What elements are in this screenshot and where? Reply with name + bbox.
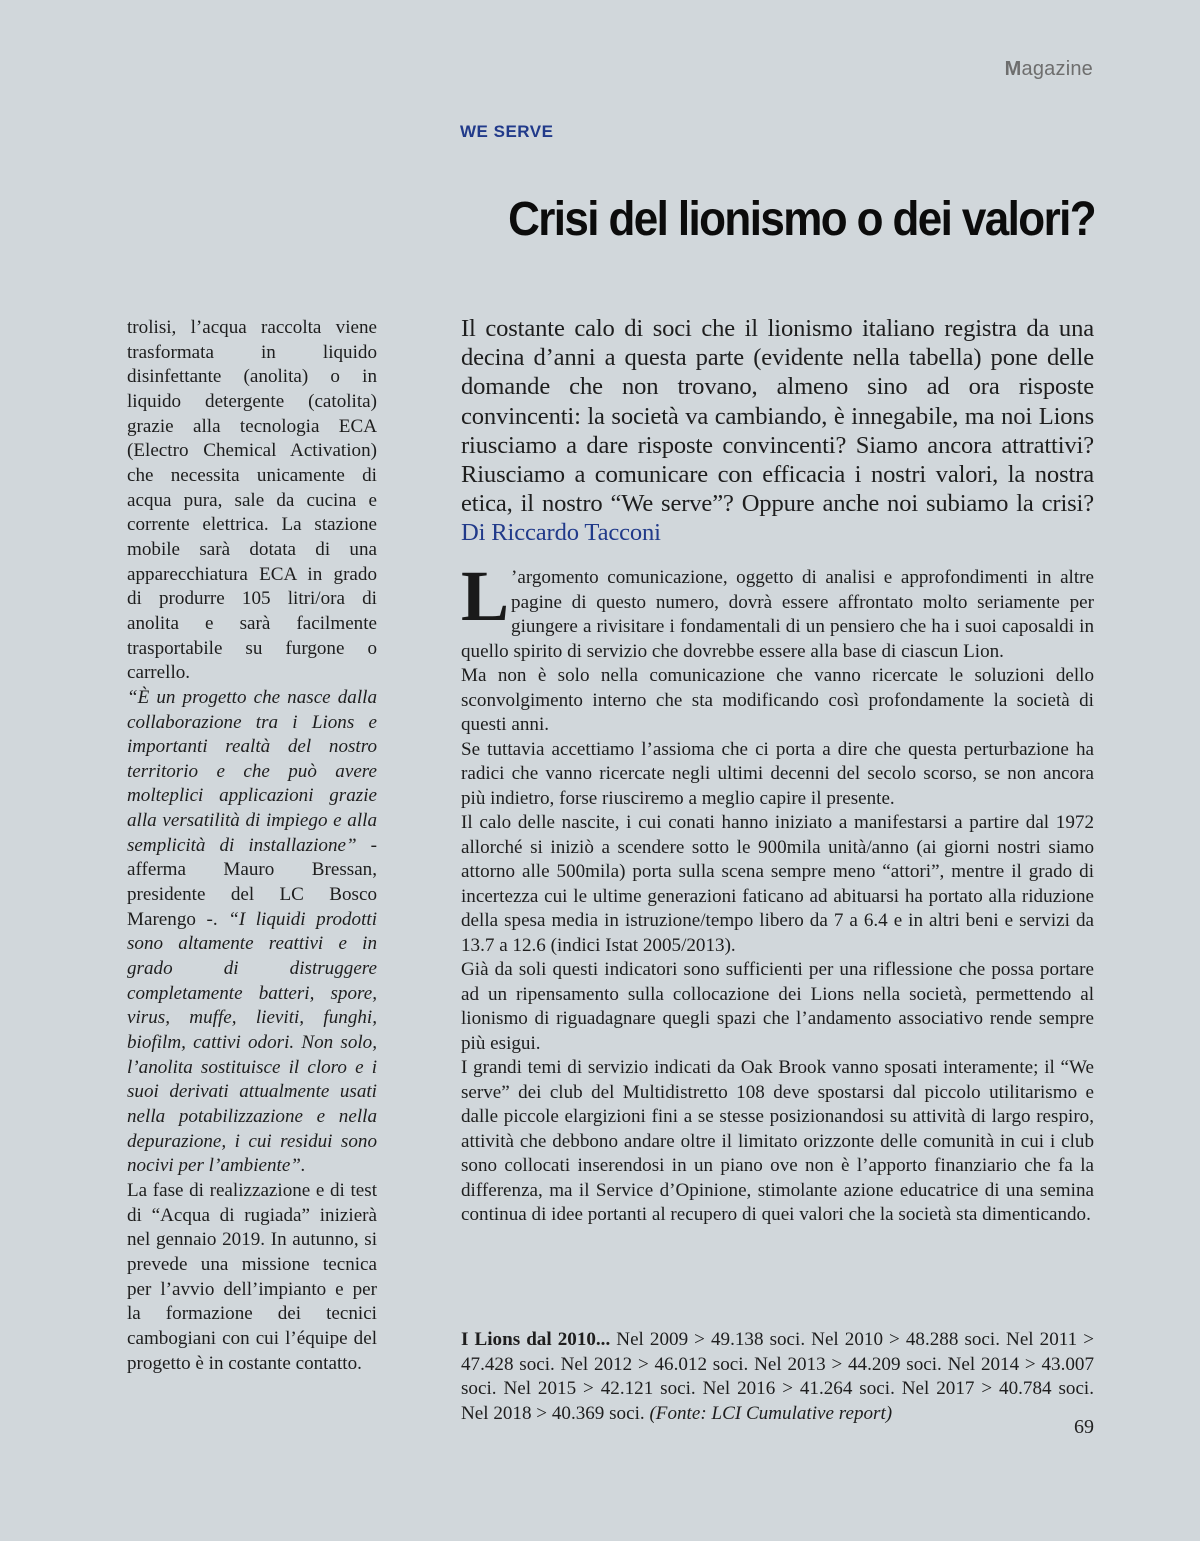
lead-author: Di Riccardo Tacconi: [461, 519, 661, 547]
body-paragraph: Il calo delle nascite, i cui conati hanno iniziato a manifestarsi a partire dal 1972 allorché si iniziò a scendere sotto le 900mila unità/anno (ai giorni nostri siamo attorno alle 500mila) porta sulla scena sempre meno “attori”, mentre il grado di incertezza cui le ultime generazioni faticano ad abituarsi ha portato alla riduzione della spesa media in istruzione/tempo libero da 7 a 6.4 e in altri beni e servizi da 13.7 a 12.6 (indici Istat 2005/2013).: [461, 812, 1094, 956]
lead-text: Il costante calo di soci che il lionismo italiano registra da una decina d’anni a questa parte (evidente nella tabella) pone delle domande che non trovano, almeno sino ad ora risposte convincenti: la società va cambiando, è innegabile, ma noi Lions riusciamo a dare risposte convincenti? Siamo ancora attrattivi? Riusciamo a comunicare con efficacia i nostri valori, la nostra etica, il nostro “We serve”? Oppure anche noi subiamo la crisi?: [461, 315, 1094, 518]
body-paragraph: [461, 556, 1094, 664]
left-column: [127, 316, 377, 1376]
left-paragraph: La fase di realizzazione e di test di “Acqua di rugiada” inizierà nel gennaio 2019. In autunno, si prevede una missione tecnica per l’avvio dell’impianto e per la formazione dei tecnici cambogiani con cui l’équipe del progetto è in costante contatto.: [127, 1179, 377, 1374]
magazine-label-rest: agazine: [1021, 58, 1093, 80]
magazine-label-cap: M: [1004, 58, 1022, 80]
page-number: 69: [1074, 1416, 1094, 1438]
stats-lead-in: I Lions dal 2010...: [461, 1329, 611, 1350]
drop-cap: L: [461, 556, 510, 636]
body-paragraph: I grandi temi di servizio indicati da Oak Brook vanno sposati interamente; il “We serve” dei club del Multidistretto 108 deve spostarsi dal piccolo utilitarismo e dalle piccole elargizioni fini a se stesse posizionandosi su attività di largo respiro, attività che debbono andare oltre il limitato orizzonte delle comunità in cui i club sono collocati inserendosi in un piano ove non è l’apporto finanziario che fa la differenza, ma il Service d’Opinione, stimolante azione educatrice di una semina continua di idee portanti al recupero di quei valori che la società sta dimenticando.: [461, 1057, 1094, 1225]
body-paragraph-1-text: ’argomento comunicazione, oggetto di analisi e approfondimenti in altre pagine di questo numero, dovrà essere affrontato molto seriamente per giungere a rivisitare i fondamentali di un pensiero che ha i suoi caposaldi in quello spirito di servizio che dovrebbe essere alla base di ciascun Lion.: [461, 567, 1094, 662]
section-tag: WE SERVE: [460, 122, 554, 141]
left-paragraph: trolisi, l’acqua raccolta viene trasformata in liquido disinfettante (anolita) o in liquido detergente (catolita) grazie alla tecnologia ECA (Electro Chemical Activation) che necessita unicamente di acqua pura, sale da cucina e corrente elettrica. La stazione mobile sarà dotata di una apparecchiatura ECA in grado di produrre 105 litri/ora di anolita e sarà facilmente trasportabile su furgone o carrello.: [127, 317, 377, 684]
left-quote-1: “È un progetto che nasce dalla collaborazione tra i Lions e importanti realtà del nostro territorio e che può avere molteplici applicazioni grazie alla versatilità di impiego e alla semplicità di installazione”: [127, 686, 377, 856]
lead-paragraph: [461, 314, 1094, 548]
magazine-label: [1005, 58, 1093, 81]
body-paragraph: Ma non è solo nella comunicazione che vanno ricercate le soluzioni dello sconvolgimento interno che sta modificando così profondamente la società di questi anni.: [461, 665, 1094, 735]
stats-text: Nel 2009 > 49.138 soci. Nel 2010 > 48.288 soci. Nel 2011 > 47.428 soci. Nel 2012 > 46.012 soci. Nel 2013 > 44.209 soci. Nel 2014 > 43.007 soci. Nel 2015 > 42.121 soci. Nel 2016 > 41.264 soci. Nel 2017 > 40.784 soci. Nel 2018 > 40.369 soci.: [461, 1329, 1094, 1424]
left-quote-paragraph: [127, 686, 377, 1179]
left-quote-2: “I liquidi prodotti sono altamente reattivi e in grado di distruggere completamente batteri, spore, virus, muffe, lieviti, funghi, biofilm, cattivi odori. Non solo, l’anolita sostituisce il cloro e i suoi derivati attualmente usati nella potabilizzazione e nella depurazione, i cui residui sono nocivi per l’ambiente”.: [127, 908, 377, 1177]
body-paragraph: Se tuttavia accettiamo l’assioma che ci porta a dire che questa perturbazione ha radici che vanno ricercate negli ultimi decenni del secolo scorso, se non ancora più indietro, forse riusciremo a meglio capire il presente.: [461, 738, 1094, 809]
body-paragraph: Già da soli questi indicatori sono sufficienti per una riflessione che possa portare ad un ripensamento sulla collocazione dei Lions nella società, permettendo al lionismo di riguadagnare quegli spazi che l’andamento associativo rende sempre più esigui.: [461, 959, 1094, 1054]
stats-source: (Fonte: LCI Cumulative report): [649, 1402, 893, 1424]
article-body: [461, 556, 1094, 1228]
left-attribution: - afferma Mauro Bressan, presidente del LC Bosco Marengo -.: [127, 834, 377, 930]
article-headline: Crisi del lionismo o dei valori?: [508, 192, 1095, 246]
membership-stats-box: [461, 1328, 1094, 1426]
